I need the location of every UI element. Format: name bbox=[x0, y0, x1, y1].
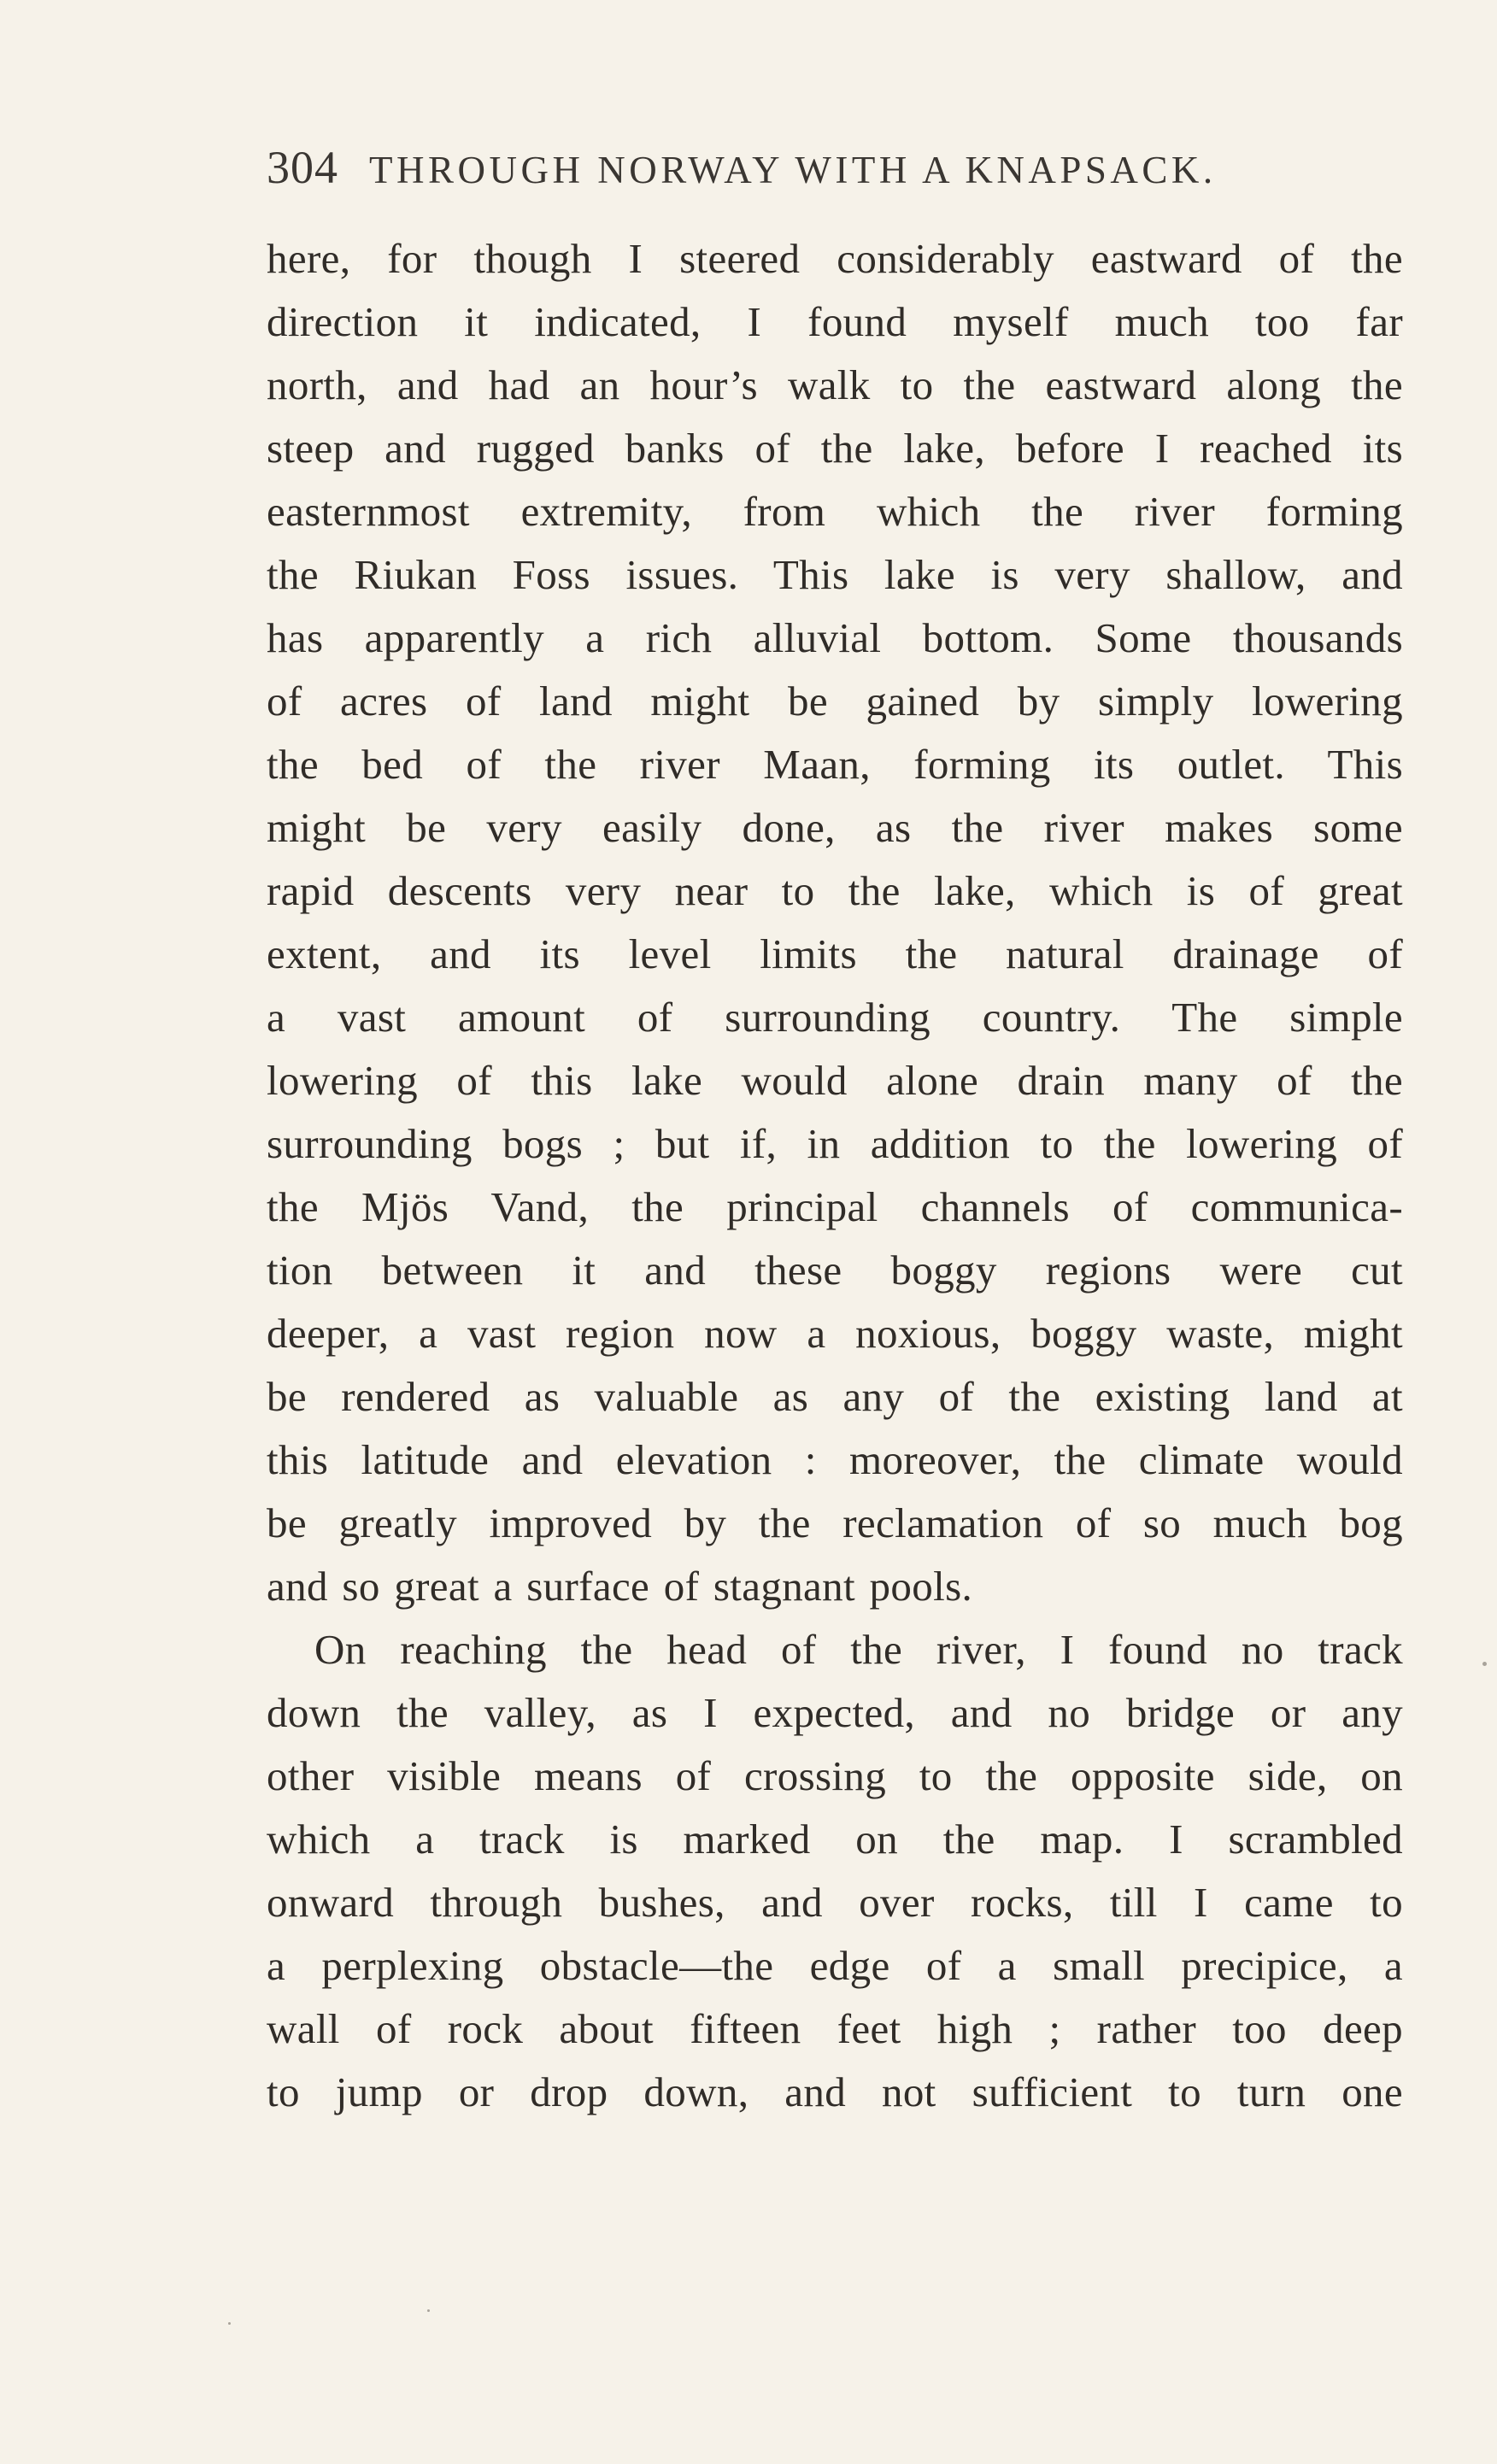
running-header bbox=[267, 133, 1275, 202]
text-line: here, for though I steered considerably eastward of the bbox=[267, 235, 1403, 282]
running-title: THROUGH NORWAY WITH A KNAPSACK. bbox=[369, 149, 1217, 191]
text-line: north, and had an hour’s walk to the eastward along the bbox=[267, 361, 1403, 408]
text-line: surrounding bogs ; but if, in addition to the lowering of bbox=[267, 1120, 1403, 1167]
text-line: has apparently a rich alluvial bottom. Some thousands bbox=[267, 614, 1403, 661]
text-line: onward through bushes, and over rocks, till I came to bbox=[267, 1879, 1403, 1926]
paragraph-1 bbox=[267, 227, 1403, 1618]
text-line: extent, and its level limits the natural drainage of bbox=[267, 930, 1403, 977]
text-line: be greatly improved by the reclamation of so much bog bbox=[267, 1499, 1403, 1546]
paper-speck bbox=[427, 2309, 430, 2312]
paper-speck bbox=[1482, 1662, 1487, 1666]
text-line: the Mjös Vand, the principal channels of communica- bbox=[267, 1183, 1403, 1230]
text-line: might be very easily done, as the river makes some bbox=[267, 804, 1403, 851]
text-line: the bed of the river Maan, forming its outlet. This bbox=[267, 741, 1403, 788]
text-line: direction it indicated, I found myself much too far bbox=[267, 298, 1403, 345]
text-line: other visible means of crossing to the opposite side, on bbox=[267, 1752, 1403, 1799]
text-line: deeper, a vast region now a noxious, boggy waste, might bbox=[267, 1310, 1403, 1357]
text-line: a vast amount of surrounding country. The simple bbox=[267, 994, 1403, 1041]
paragraph-2 bbox=[267, 1618, 1403, 2124]
text-line: which a track is marked on the map. I scrambled bbox=[267, 1816, 1403, 1863]
text-line: down the valley, as I expected, and no bridge or any bbox=[267, 1689, 1403, 1736]
text-line: be rendered as valuable as any of the existing land at bbox=[267, 1373, 1403, 1420]
text-line: steep and rugged banks of the lake, before I reached its bbox=[267, 425, 1403, 472]
text-line: of acres of land might be gained by simply lowering bbox=[267, 678, 1403, 725]
paper-speck bbox=[228, 2322, 231, 2325]
body-text bbox=[267, 227, 1403, 2124]
text-line: and so great a surface of stagnant pools. bbox=[267, 1563, 973, 1610]
text-line: On reaching the head of the river, I found no track bbox=[314, 1626, 1403, 1673]
text-line: tion between it and these boggy regions were cut bbox=[267, 1247, 1403, 1294]
text-line: lowering of this lake would alone drain many of the bbox=[267, 1057, 1403, 1104]
text-line: this latitude and elevation : moreover, the climate would bbox=[267, 1436, 1403, 1483]
page-number: 304 bbox=[267, 142, 338, 193]
text-line: wall of rock about fifteen feet high ; rather too deep bbox=[267, 2005, 1403, 2052]
text-line: a perplexing obstacle—the edge of a small precipice, a bbox=[267, 1942, 1403, 1989]
text-line: easternmost extremity, from which the river forming bbox=[267, 488, 1403, 535]
text-line: the Riukan Foss issues. This lake is very shallow, and bbox=[267, 551, 1403, 598]
text-line: to jump or drop down, and not sufficient to turn one bbox=[267, 2068, 1403, 2115]
text-line: rapid descents very near to the lake, which is of great bbox=[267, 867, 1403, 914]
